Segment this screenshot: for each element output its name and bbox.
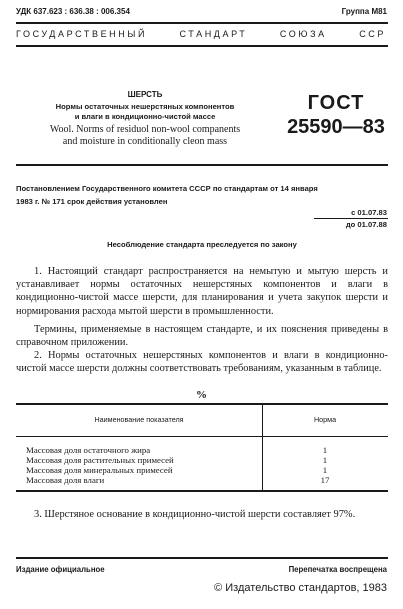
- title-rule: [16, 164, 388, 166]
- state-standard-heading: ГОСУДАРСТВЕННЫЙ СТАНДАРТ СОЮЗА ССР: [16, 29, 386, 39]
- document-title: ШЕРСТЬ: [127, 90, 163, 99]
- gost-label: ГОСТ: [307, 92, 365, 114]
- title-en-line2: and moisture in conditionally cleon mass: [62, 136, 228, 147]
- table-row-name: Массовая доля минеральных примесей: [26, 465, 173, 475]
- title-en-line1: Wool. Norms of residuol non-wool companents: [49, 124, 241, 135]
- publisher-copyright: © Издательство стандартов, 1983: [214, 582, 387, 594]
- table-top-rule: [16, 403, 388, 405]
- paragraph-3: 3. Шерстяное основание в кондиционно-чистой шерсти составляет 97%.: [34, 509, 356, 520]
- official-edition: Издание официальное: [16, 565, 105, 574]
- table-row-value: 17: [320, 475, 330, 485]
- paragraph-1: 1. Настоящий стандарт распространяется на немытую и мытую шерсть и устанавливает нормы остаточных нешерстяных компонентов и влаги в кондиционно-чистой массе шерсти, для планирования и учета закупок шерсти и нормирования расхода мытой шерсти в промышленности.: [16, 266, 388, 317]
- gost-number: 25590—83: [287, 116, 385, 138]
- reprint-prohibited: Перепечатка воспрещена: [288, 565, 387, 574]
- table-row-name: Массовая доля растительных примесей: [26, 455, 174, 465]
- column-header-norm: Норма: [313, 415, 337, 424]
- footer-rule: [16, 557, 388, 559]
- header-rule-bottom: [16, 45, 388, 47]
- law-warning: Несоблюдение стандарта преследуется по закону: [107, 240, 297, 249]
- table-row-value: 1: [322, 445, 328, 455]
- decree-line1: Постановлением Государственного комитета СССР по стандартам от 14 января: [16, 184, 318, 193]
- table-bottom-rule: [16, 490, 388, 492]
- valid-rule: [314, 218, 388, 219]
- table-unit: %: [196, 389, 207, 401]
- paragraph-2: 2. Нормы остаточных нешерстяных компонентов и влаги в кондиционно-чистой массе шерсти должны соответствовать требованиям, указанным в таблице.: [16, 350, 388, 375]
- udc-code: УДК 637.623 : 636.38 : 006.354: [16, 7, 130, 16]
- table-header-rule: [16, 436, 388, 437]
- group-code: Группа М81: [341, 7, 387, 16]
- table-row-name: Массовая доля остаточного жира: [26, 445, 151, 455]
- valid-to: до 01.07.88: [345, 220, 387, 229]
- header-rule: [16, 22, 388, 24]
- column-header-indicator: Наименование показателя: [94, 415, 184, 424]
- table-row-name: Массовая доля влаги: [26, 475, 105, 485]
- title-ru-line2: и влаги в кондиционно-чистой массе: [74, 112, 216, 121]
- valid-from: с 01.07.83: [351, 208, 387, 217]
- paragraph-terms: Термины, применяемые в настоящем стандарте, и их пояснения приведены в справочном приложении.: [16, 324, 388, 349]
- table-row-value: 1: [322, 465, 328, 475]
- decree-line2: 1983 г. № 171 срок действия установлен: [16, 197, 168, 206]
- table-row-value: 1: [322, 455, 328, 465]
- title-ru-line1: Нормы остаточных нешерстяных компонентов: [55, 102, 235, 111]
